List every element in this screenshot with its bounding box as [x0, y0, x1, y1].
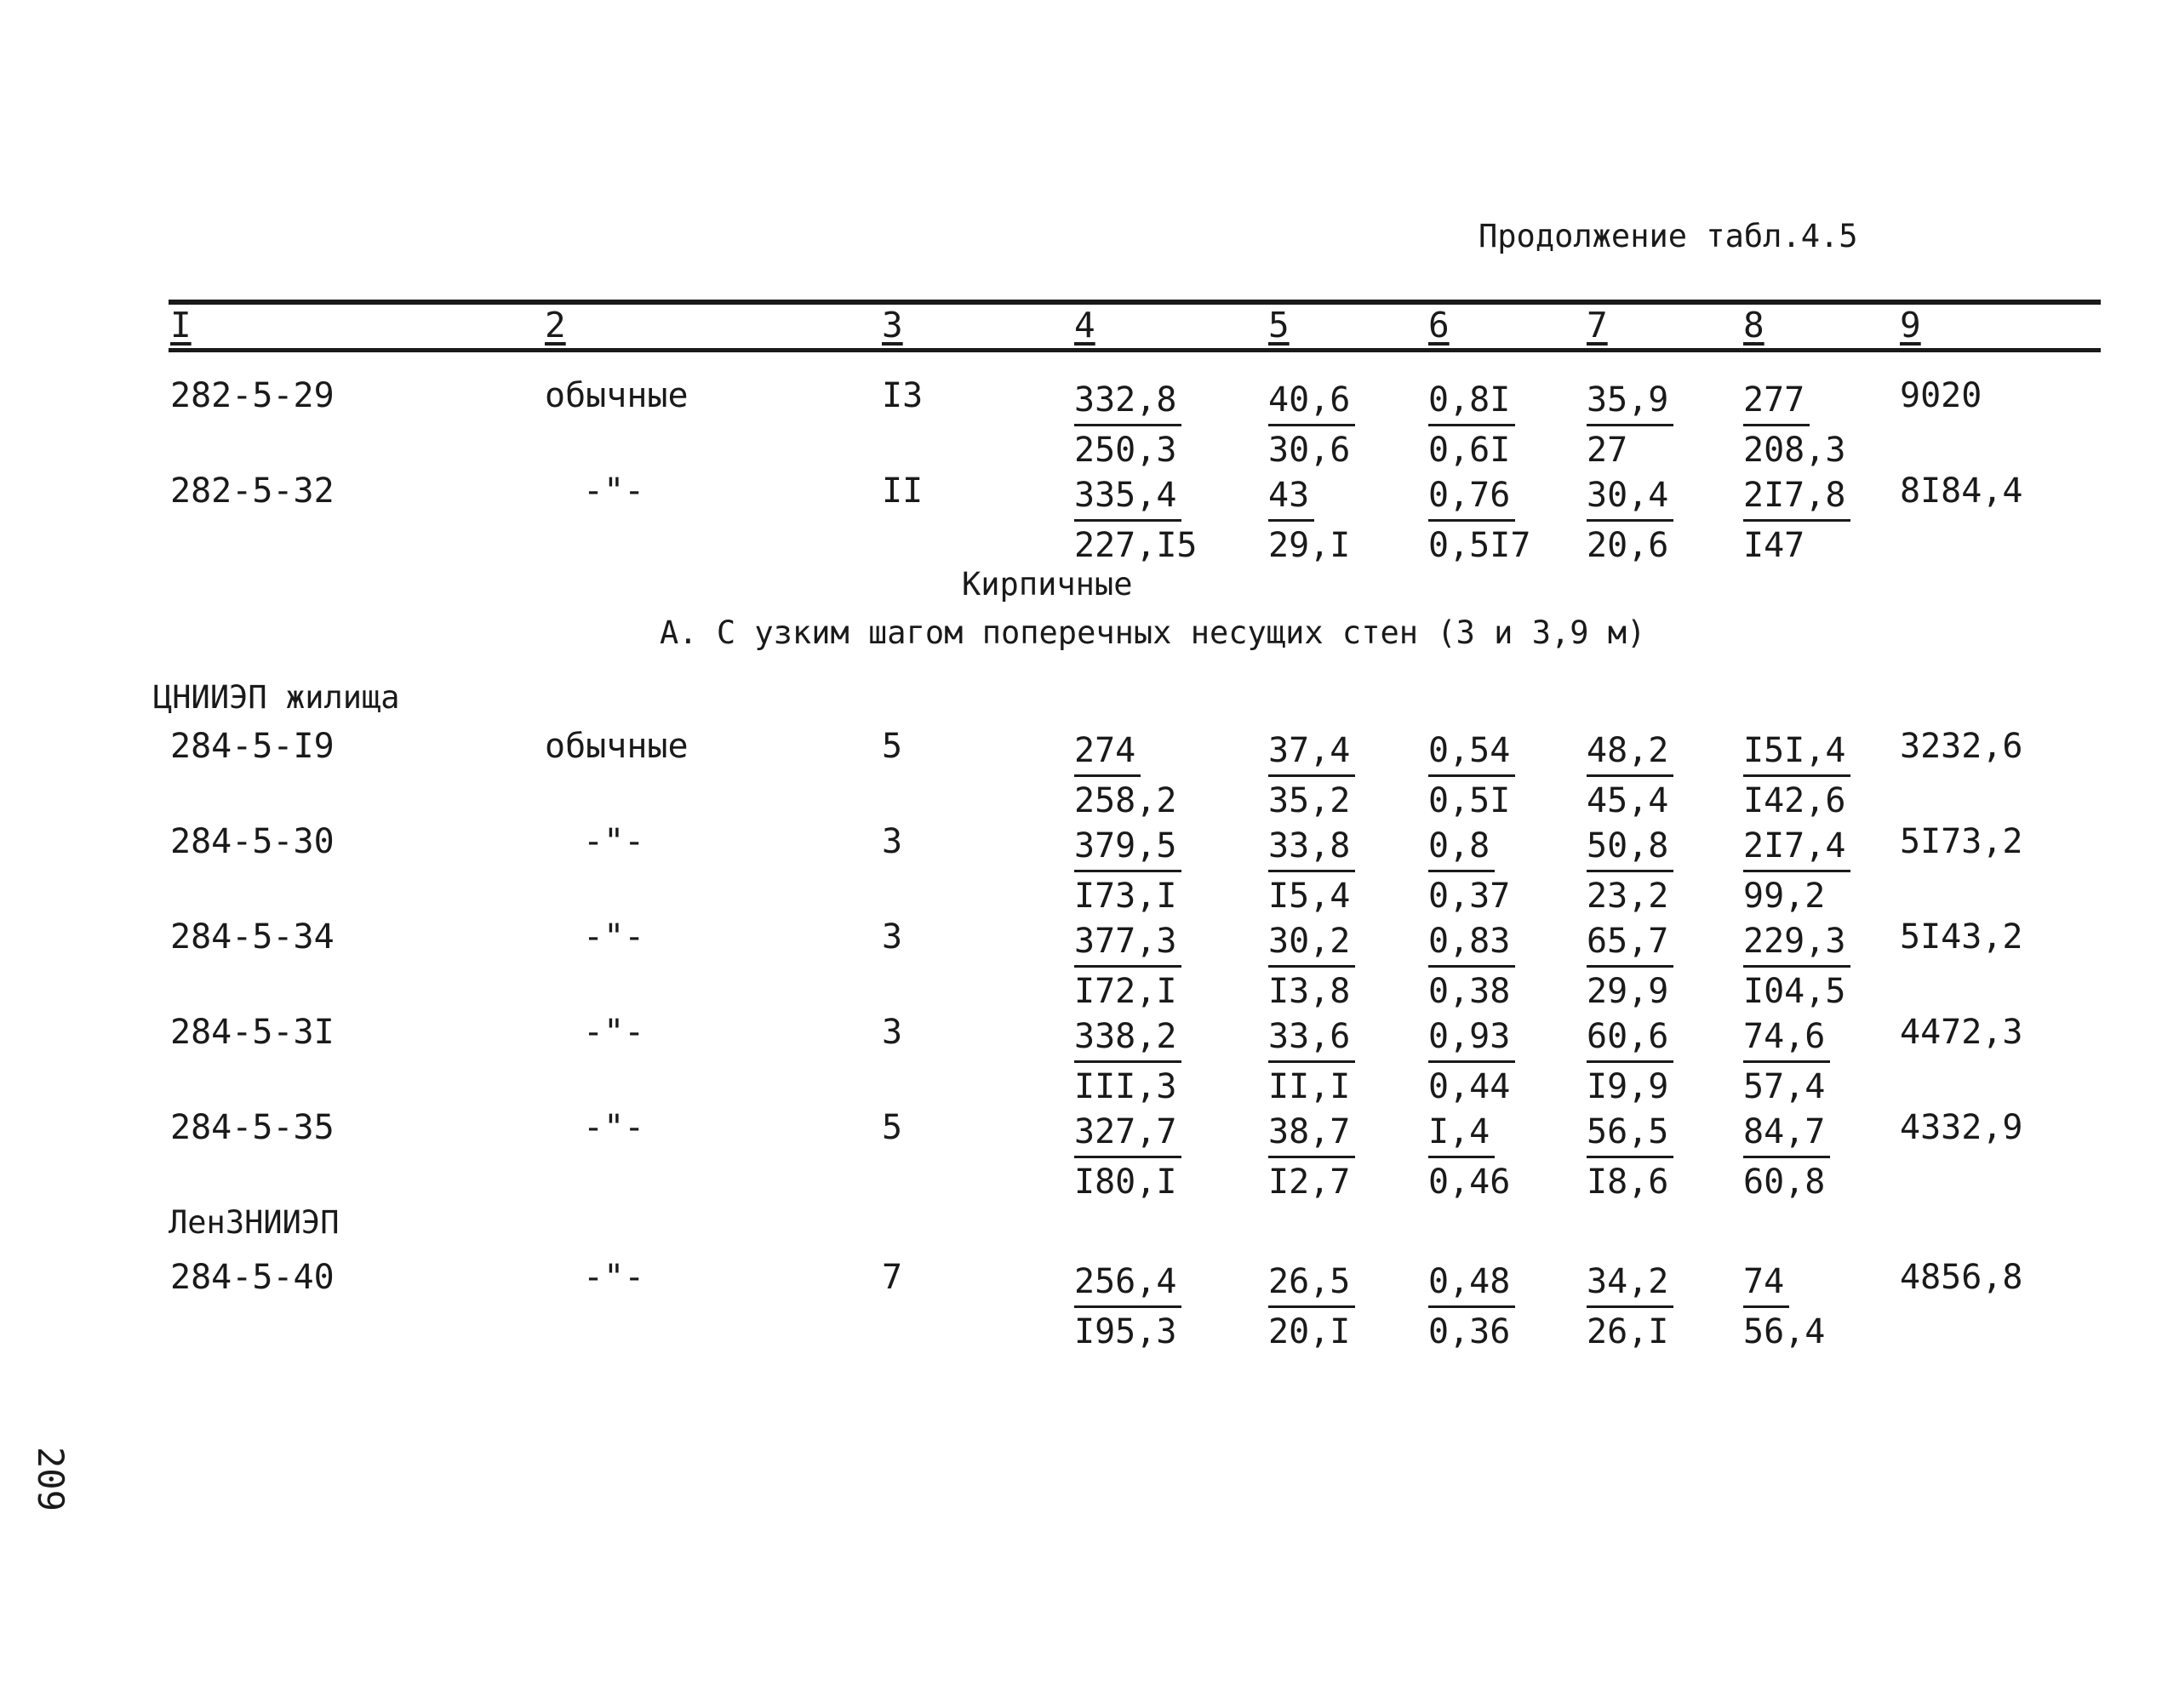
fraction-cell — [1268, 822, 1355, 920]
table-header-rule — [169, 348, 2101, 352]
fraction-cell — [1743, 1258, 1825, 1356]
fraction-cell — [1074, 1108, 1181, 1206]
fraction-denominator: I04,5 — [1743, 972, 1846, 1011]
fraction-cell — [1587, 1258, 1673, 1356]
fraction-numerator: 33,8 — [1268, 822, 1355, 872]
project-code: 284-5-34 — [170, 917, 335, 957]
column-header: I — [170, 305, 192, 346]
quantity: II — [882, 471, 924, 511]
wall-type: обычные — [545, 376, 689, 415]
fraction-numerator: 30,4 — [1587, 471, 1673, 522]
fraction-numerator: 0,93 — [1428, 1013, 1515, 1063]
project-code: 284-5-40 — [170, 1258, 335, 1297]
fraction-cell — [1428, 471, 1530, 569]
fraction-cell — [1428, 1258, 1515, 1356]
project-code: 284-5-35 — [170, 1108, 335, 1147]
fraction-cell — [1074, 471, 1198, 569]
fraction-denominator: 20,I — [1268, 1312, 1351, 1351]
fraction-numerator: 48,2 — [1587, 727, 1673, 777]
project-code: 284-5-3I — [170, 1013, 335, 1052]
wall-type: -"- — [583, 1258, 645, 1297]
organization-label: ЛенЗНИИЭП — [169, 1204, 340, 1241]
fraction-denominator: 0,38 — [1428, 972, 1511, 1011]
fraction-denominator: 60,8 — [1743, 1162, 1826, 1202]
wall-type: -"- — [583, 1013, 645, 1052]
fraction-numerator: I5I,4 — [1743, 727, 1850, 777]
fraction-denominator: 99,2 — [1743, 877, 1826, 916]
fraction-denominator: I72,I — [1074, 972, 1177, 1011]
fraction-cell — [1074, 1013, 1181, 1111]
fraction-cell — [1074, 727, 1176, 825]
fraction-numerator: 38,7 — [1268, 1108, 1355, 1158]
total-value: 3232,6 — [1900, 727, 2023, 766]
fraction-numerator: 35,9 — [1587, 376, 1673, 426]
fraction-cell — [1268, 1013, 1355, 1111]
fraction-numerator: 43 — [1268, 471, 1314, 522]
fraction-cell — [1743, 917, 1850, 1015]
fraction-denominator: 35,2 — [1268, 781, 1351, 820]
fraction-numerator: 0,54 — [1428, 727, 1515, 777]
fraction-denominator: 0,44 — [1428, 1067, 1511, 1106]
fraction-cell — [1268, 1108, 1355, 1206]
fraction-numerator: 74 — [1743, 1258, 1789, 1308]
project-code: 282-5-29 — [170, 376, 335, 415]
fraction-denominator: I2,7 — [1268, 1162, 1351, 1202]
fraction-cell — [1268, 1258, 1355, 1356]
column-header: 9 — [1900, 305, 1921, 346]
fraction-denominator: 250,3 — [1074, 431, 1177, 470]
fraction-denominator: I9,9 — [1587, 1067, 1669, 1106]
wall-type: -"- — [583, 1108, 645, 1147]
fraction-numerator: 277 — [1743, 376, 1810, 426]
fraction-numerator: 56,5 — [1587, 1108, 1673, 1158]
fraction-cell — [1743, 727, 1850, 825]
fraction-numerator: 332,8 — [1074, 376, 1181, 426]
fraction-cell — [1268, 471, 1350, 569]
fraction-cell — [1743, 471, 1850, 569]
fraction-numerator: 0,8I — [1428, 376, 1515, 426]
wall-type: обычные — [545, 727, 689, 766]
fraction-cell — [1587, 1013, 1673, 1111]
column-header: 2 — [545, 305, 566, 346]
fraction-numerator: 33,6 — [1268, 1013, 1355, 1063]
fraction-denominator: 30,6 — [1268, 431, 1351, 470]
fraction-numerator: 377,3 — [1074, 917, 1181, 968]
fraction-cell — [1428, 822, 1510, 920]
wall-type: -"- — [583, 917, 645, 957]
fraction-denominator: I95,3 — [1074, 1312, 1177, 1351]
fraction-denominator: 27 — [1587, 431, 1628, 470]
fraction-numerator: 0,8 — [1428, 822, 1495, 872]
table-top-rule — [169, 300, 2101, 305]
fraction-denominator: 0,6I — [1428, 431, 1511, 470]
quantity: 7 — [882, 1258, 903, 1297]
fraction-numerator: I,4 — [1428, 1108, 1495, 1158]
fraction-denominator: I8,6 — [1587, 1162, 1669, 1202]
fraction-denominator: 208,3 — [1743, 431, 1846, 470]
continuation-label: Продолжение табл.4.5 — [1479, 218, 1858, 254]
fraction-numerator: 30,2 — [1268, 917, 1355, 968]
fraction-numerator: 0,76 — [1428, 471, 1515, 522]
fraction-denominator: 57,4 — [1743, 1067, 1826, 1106]
fraction-cell — [1587, 917, 1673, 1015]
fraction-cell — [1074, 917, 1181, 1015]
fraction-denominator: I80,I — [1074, 1162, 1177, 1202]
column-header: 6 — [1428, 305, 1450, 346]
section-title: Кирпичные — [962, 566, 1133, 603]
fraction-denominator: 29,I — [1268, 526, 1351, 565]
column-header: 4 — [1074, 305, 1095, 346]
fraction-denominator: 258,2 — [1074, 781, 1177, 820]
fraction-denominator: 0,5I — [1428, 781, 1511, 820]
fraction-cell — [1428, 727, 1515, 825]
column-header: 7 — [1587, 305, 1608, 346]
fraction-numerator: 65,7 — [1587, 917, 1673, 968]
total-value: 5I73,2 — [1900, 822, 2023, 861]
fraction-numerator: 327,7 — [1074, 1108, 1181, 1158]
fraction-numerator: 335,4 — [1074, 471, 1181, 522]
fraction-numerator: 0,83 — [1428, 917, 1515, 968]
fraction-cell — [1428, 1013, 1515, 1111]
fraction-denominator: 26,I — [1587, 1312, 1669, 1351]
fraction-cell — [1587, 376, 1673, 474]
fraction-denominator: 0,46 — [1428, 1162, 1511, 1202]
organization-label: ЦНИИЭП жилища — [153, 679, 400, 716]
fraction-denominator: 23,2 — [1587, 877, 1669, 916]
fraction-denominator: 0,5I7 — [1428, 526, 1531, 565]
project-code: 284-5-I9 — [170, 727, 335, 766]
fraction-cell — [1074, 822, 1181, 920]
fraction-cell — [1074, 1258, 1181, 1356]
quantity: 5 — [882, 727, 903, 766]
fraction-cell — [1428, 917, 1515, 1015]
fraction-numerator: 34,2 — [1587, 1258, 1673, 1308]
fraction-cell — [1587, 727, 1673, 825]
quantity: I3 — [882, 376, 924, 415]
quantity: 5 — [882, 1108, 903, 1147]
quantity: 3 — [882, 822, 903, 861]
total-value: 8I84,4 — [1900, 471, 2023, 511]
page-number: 209 — [30, 1447, 71, 1511]
fraction-numerator: 40,6 — [1268, 376, 1355, 426]
fraction-numerator: 2I7,4 — [1743, 822, 1850, 872]
project-code: 284-5-30 — [170, 822, 335, 861]
fraction-denominator: 0,37 — [1428, 877, 1511, 916]
total-value: 4332,9 — [1900, 1108, 2023, 1147]
fraction-cell — [1743, 1108, 1830, 1206]
fraction-denominator: I5,4 — [1268, 877, 1351, 916]
fraction-cell — [1428, 376, 1515, 474]
column-header: 5 — [1268, 305, 1290, 346]
fraction-denominator: 227,I5 — [1074, 526, 1198, 565]
fraction-numerator: 229,3 — [1743, 917, 1850, 968]
subsection-title: А. С узким шагом поперечных несущих стен (3 и 3,9 м) — [660, 614, 1646, 651]
total-value: 9020 — [1900, 376, 1982, 415]
fraction-numerator: 50,8 — [1587, 822, 1673, 872]
fraction-denominator: I47 — [1743, 526, 1805, 565]
fraction-denominator: I42,6 — [1743, 781, 1846, 820]
column-header: 8 — [1743, 305, 1764, 346]
fraction-denominator: 0,36 — [1428, 1312, 1511, 1351]
wall-type: -"- — [583, 471, 645, 511]
fraction-cell — [1743, 376, 1845, 474]
quantity: 3 — [882, 1013, 903, 1052]
fraction-denominator: 45,4 — [1587, 781, 1669, 820]
fraction-cell — [1587, 1108, 1673, 1206]
total-value: 4856,8 — [1900, 1258, 2023, 1297]
fraction-cell — [1743, 822, 1850, 920]
fraction-cell — [1268, 376, 1355, 474]
fraction-numerator: 0,48 — [1428, 1258, 1515, 1308]
fraction-numerator: 84,7 — [1743, 1108, 1830, 1158]
fraction-denominator: 29,9 — [1587, 972, 1669, 1011]
fraction-denominator: I3,8 — [1268, 972, 1351, 1011]
total-value: 4472,3 — [1900, 1013, 2023, 1052]
fraction-numerator: 60,6 — [1587, 1013, 1673, 1063]
fraction-numerator: 379,5 — [1074, 822, 1181, 872]
fraction-cell — [1268, 727, 1355, 825]
fraction-numerator: 274 — [1074, 727, 1141, 777]
wall-type: -"- — [583, 822, 645, 861]
fraction-numerator: 338,2 — [1074, 1013, 1181, 1063]
fraction-denominator: 20,6 — [1587, 526, 1669, 565]
fraction-cell — [1074, 376, 1181, 474]
fraction-numerator: 256,4 — [1074, 1258, 1181, 1308]
fraction-numerator: 74,6 — [1743, 1013, 1830, 1063]
fraction-denominator: III,3 — [1074, 1067, 1177, 1106]
fraction-cell — [1268, 917, 1355, 1015]
column-header: 3 — [882, 305, 903, 346]
fraction-denominator: II,I — [1268, 1067, 1351, 1106]
fraction-numerator: 26,5 — [1268, 1258, 1355, 1308]
quantity: 3 — [882, 917, 903, 957]
fraction-cell — [1587, 822, 1673, 920]
fraction-cell — [1428, 1108, 1510, 1206]
fraction-numerator: 37,4 — [1268, 727, 1355, 777]
fraction-cell — [1587, 471, 1673, 569]
fraction-denominator: I73,I — [1074, 877, 1177, 916]
fraction-numerator: 2I7,8 — [1743, 471, 1850, 522]
total-value: 5I43,2 — [1900, 917, 2023, 957]
project-code: 282-5-32 — [170, 471, 335, 511]
fraction-denominator: 56,4 — [1743, 1312, 1826, 1351]
fraction-cell — [1743, 1013, 1830, 1111]
